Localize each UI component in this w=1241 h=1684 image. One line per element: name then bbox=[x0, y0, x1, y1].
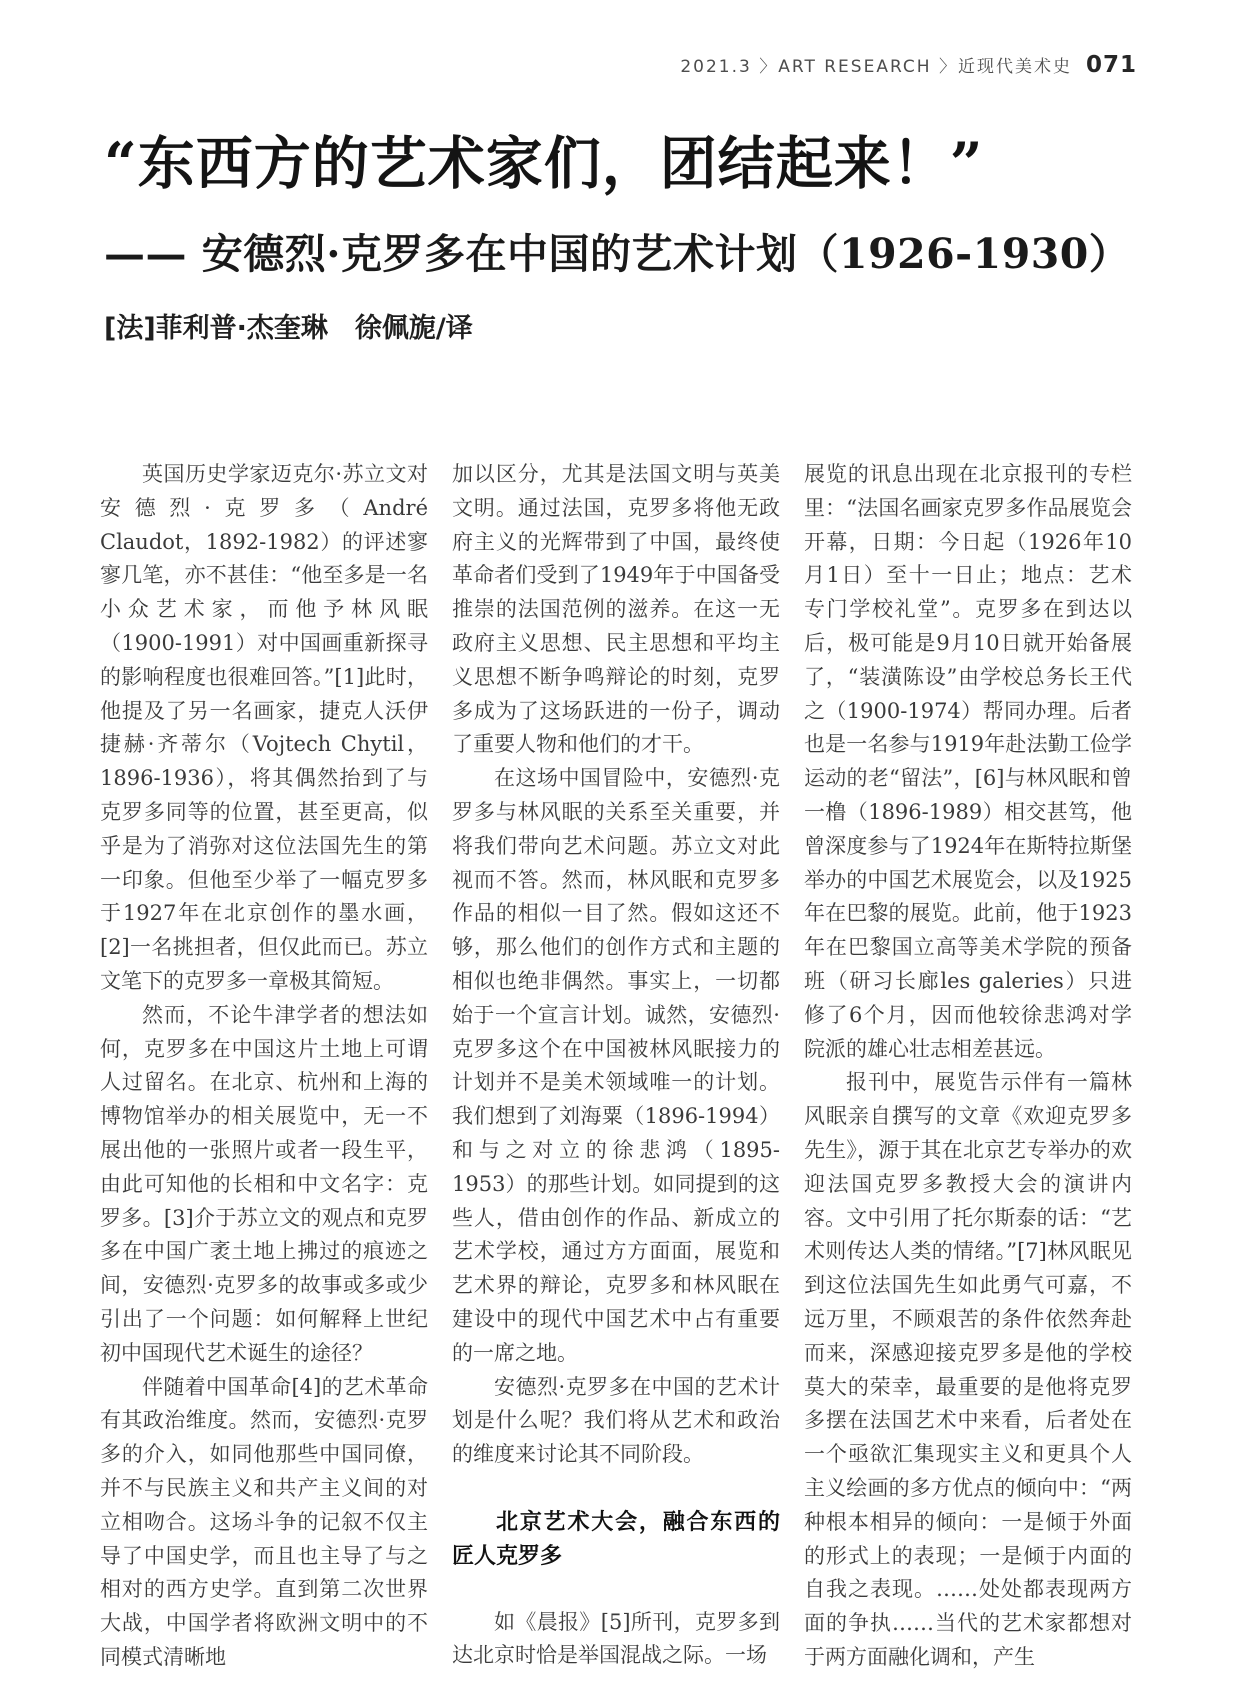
paragraph: 安德烈·克罗多在中国的艺术计划是什么呢？我们将从艺术和政治的维度来讨论其不同阶段。 bbox=[452, 1374, 780, 1467]
page-number: 071 bbox=[1085, 52, 1137, 78]
text-column-3 bbox=[804, 458, 1132, 1675]
article-body bbox=[100, 458, 1132, 1675]
section-heading: 北京艺术大会，融合东西的匠人克罗多 bbox=[452, 1509, 780, 1569]
paragraph: 展览的讯息出现在北京报刊的专栏里：“法国名画家克罗多作品展览会开幕，日期：今日起（1926年10月1日）至十一日止；地点：艺术专门学校礼堂”。克罗多在到达以后，极可能是9月10日就开始备展了，“装潢陈设”由学校总务长王代之（1900-1974）帮同办理。后者也是一名参与1919年赴法勤工俭学运动的老“留法”，[6]与林风眠和曾一橹（1896-1989）相交甚笃，他曾深度参与了1924年在斯特拉斯堡举办的中国艺术展览会，以及1925年在巴黎的展览。此前，他于1923年在巴黎国立高等美术学院的预备班（研习长廊les galeries）只进修了6个月，因而他较徐悲鸿对学院派的雄心壮志相差甚远。 bbox=[804, 462, 1132, 1061]
article-subtitle: —— 安德烈·克罗多在中国的艺术计划（1926-1930） bbox=[104, 230, 1131, 279]
journal-info: 2021.3 〉ART RESEARCH 〉近现代美术史 bbox=[680, 57, 1072, 77]
article-authors: [法]菲利普·杰奎琳 徐佩旎/译 bbox=[104, 313, 473, 345]
paragraph: 伴随着中国革命[4]的艺术革命有其政治维度。然而，安德烈·克罗多的介入，如同他那些中国同僚，并不与民族主义和共产主义间的对立相吻合。这场斗争的记叙不仅主导了中国史学，而且也主导了与之相对的西方史学。直到第二次世界大战，中国学者将欧洲文明中的不同模式清晰地 bbox=[100, 1374, 428, 1669]
title-block bbox=[104, 128, 1144, 345]
paragraph: 加以区分，尤其是法国文明与英美文明。通过法国，克罗多将他无政府主义的光辉带到了中国，最终使革命者们受到了1949年于中国备受推崇的法国范例的滋养。在这一无政府主义思想、民主思想和平均主义思想不断争鸣辩论的时刻，克罗多成为了这场跃进的一份子，调动了重要人物和他们的才干。 bbox=[452, 462, 780, 757]
paragraph: 如《晨报》[5]所刊，克罗多到达北京时恰是举国混战之际。一场 bbox=[452, 1609, 780, 1668]
running-head bbox=[680, 52, 1137, 78]
paragraph: 报刊中，展览告示伴有一篇林风眠亲自撰写的文章《欢迎克罗多先生》，源于其在北京艺专举办的欢迎法国克罗多教授大会的演讲内容。文中引用了托尔斯泰的话：“艺术则传达人类的情绪。”[7]林风眠见到这位法国先生如此勇气可嘉，不远万里，不顾艰苦的条件依然奔赴而来，深感迎接克罗多是他的学校莫大的荣幸，最重要的是他将克罗多摆在法国艺术中来看，后者处在一个亟欲汇集现实主义和更具个人主义绘画的多方优点的倾向中：“两种根本相异的倾向：一是倾于外面的形式上的表现；一是倾于内面的自我之表现。……处处都表现两方面的争执……当代的艺术家都想对于两方面融化调和，产生 bbox=[804, 1070, 1132, 1669]
paragraph: 在这场中国冒险中，安德烈·克罗多与林风眠的关系至关重要，并将我们带向艺术问题。苏立文对此视而不答。然而，林风眠和克罗多作品的相似一目了然。假如这还不够，那么他们的创作方式和主题的相似也绝非偶然。事实上，一切都始于一个宣言计划。诚然，安德烈·克罗多这个在中国被林风眠接力的计划并不是美术领域唯一的计划。我们想到了刘海粟（1896-1994）和与之对立的徐悲鸿（1895-1953）的那些计划。如同提到的这些人，借由创作的作品、新成立的艺术学校，通过方方面面，展览和艺术界的辩论，克罗多和林风眠在建设中的现代中国艺术中占有重要的一席之地。 bbox=[452, 766, 780, 1365]
paragraph: 英国历史学家迈克尔·苏立文对安德烈·克罗多（André Claudot，1892-1982）的评述寥寥几笔，亦不甚佳：“他至多是一名小众艺术家，而他予林风眠（1900-1991）对中国画重新探寻的影响程度也很难回答。”[1]此时，他提及了另一名画家，捷克人沃伊捷赫·齐蒂尔（Vojtech Chytil，1896-1936），将其偶然抬到了与克罗多同等的位置，甚至更高，似乎是为了消弥对这位法国先生的第一印象。但他至少举了一幅克罗多于1927年在北京创作的墨水画，[2]一名挑担者，但仅此而已。苏立文笔下的克罗多一章极其简短。 bbox=[100, 462, 428, 993]
text-column-1 bbox=[100, 458, 428, 1675]
article-title: “东西方的艺术家们，团结起来！” bbox=[104, 130, 984, 197]
text-column-2 bbox=[452, 458, 780, 1675]
paragraph: 然而，不论牛津学者的想法如何，克罗多在中国这片土地上可谓人过留名。在北京、杭州和上海的博物馆举办的相关展览中，无一不展出他的一张照片或者一段生平，由此可知他的长相和中文名字：克罗多。[3]介于苏立文的观点和克罗多在中国广袤土地上拂过的痕迹之间，安德烈·克罗多的故事或多或少引出了一个问题：如何解释上世纪初中国现代艺术诞生的途径？ bbox=[100, 1002, 428, 1365]
